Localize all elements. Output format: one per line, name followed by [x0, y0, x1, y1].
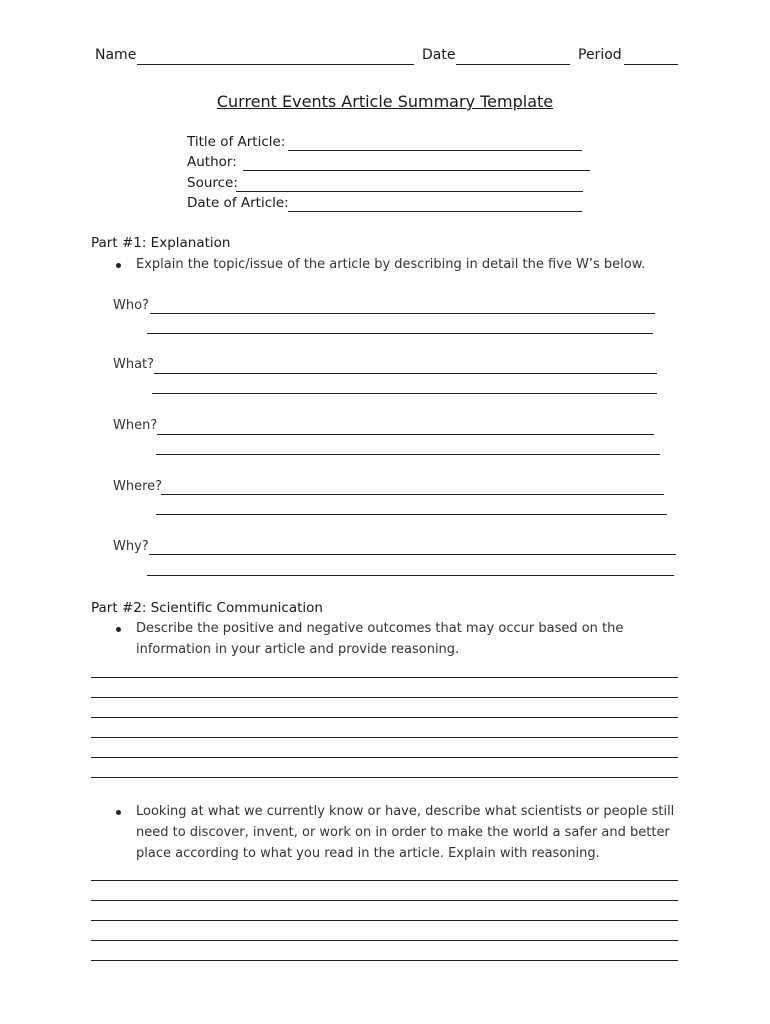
title-of-article-label: Title of Article: [187, 134, 286, 150]
why-line-2[interactable] [147, 575, 674, 576]
part2-bullet2-line2: need to discover, invent, or work on in order to make the world a safer and better [136, 825, 670, 840]
what-line-1[interactable] [154, 373, 657, 374]
what-line-2[interactable] [152, 393, 657, 394]
who-line-1[interactable] [150, 313, 655, 314]
part2-bullet2-line3: place according to what you read in the article. Explain with reasoning. [136, 846, 600, 861]
bullet-dot [116, 810, 121, 815]
answer-line[interactable] [91, 737, 678, 738]
part1-heading: Part #1: Explanation [91, 235, 231, 251]
period-label: Period [578, 47, 622, 63]
title-of-article-line[interactable] [288, 150, 582, 151]
when-line-2[interactable] [156, 454, 660, 455]
answer-line[interactable] [91, 697, 678, 698]
author-label: Author: [187, 154, 237, 170]
when-label: When? [113, 418, 158, 433]
where-label: Where? [113, 479, 163, 494]
answer-line[interactable] [91, 677, 678, 678]
answer-line[interactable] [91, 960, 678, 961]
answer-line[interactable] [91, 880, 678, 881]
date-label: Date [422, 47, 456, 63]
who-label: Who? [113, 298, 149, 313]
answer-line[interactable] [91, 920, 678, 921]
period-line[interactable] [624, 64, 678, 65]
answer-line[interactable] [91, 777, 678, 778]
page-title: Current Events Article Summary Template [216, 92, 554, 111]
name-label: Name [95, 47, 137, 63]
part2-bullet1-line1: Describe the positive and negative outcomes that may occur based on the [136, 621, 624, 636]
date-of-article-line[interactable] [288, 211, 582, 212]
why-label: Why? [113, 539, 149, 554]
answer-line[interactable] [91, 757, 678, 758]
answer-line[interactable] [91, 900, 678, 901]
part2-bullet1-line2: information in your article and provide reasoning. [136, 642, 460, 657]
where-line-1[interactable] [161, 494, 664, 495]
answer-line[interactable] [91, 717, 678, 718]
bullet-dot [116, 263, 121, 268]
why-line-1[interactable] [149, 554, 676, 555]
part1-bullet: Explain the topic/issue of the article by describing in detail the five W’s below. [136, 257, 646, 272]
author-line[interactable] [243, 170, 590, 171]
answer-line[interactable] [91, 940, 678, 941]
source-line[interactable] [236, 191, 583, 192]
what-label: What? [113, 357, 155, 372]
date-of-article-label: Date of Article: [187, 195, 289, 211]
name-line[interactable] [137, 64, 414, 65]
where-line-2[interactable] [156, 514, 667, 515]
who-line-2[interactable] [147, 333, 653, 334]
date-line[interactable] [456, 64, 570, 65]
part2-bullet2-line1: Looking at what we currently know or have, describe what scientists or people still [136, 804, 675, 819]
bullet-dot [116, 627, 121, 632]
when-line-1[interactable] [157, 434, 654, 435]
source-label: Source: [187, 175, 238, 191]
part2-heading: Part #2: Scientific Communication [91, 600, 323, 616]
